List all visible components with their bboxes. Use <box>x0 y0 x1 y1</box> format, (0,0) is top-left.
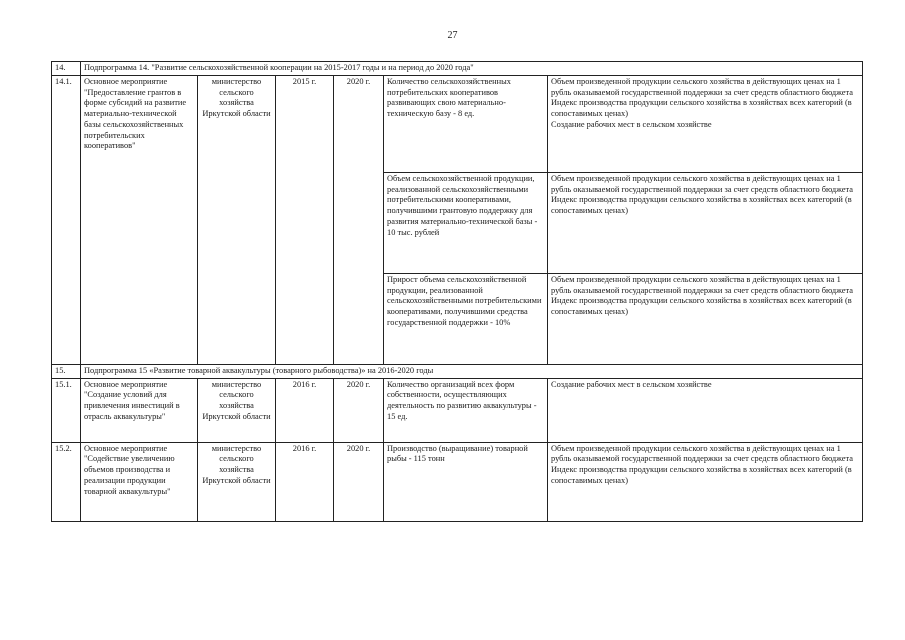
page-number: 27 <box>447 30 458 41</box>
activity-cell: Основное мероприятие "Создание условий для привлечения инвестиций в отрасль аквакультуры" <box>81 378 198 442</box>
end-year-cell: 2020 г. <box>334 75 384 364</box>
result-indicator-cell: Объем сельскохозяйственной продукции, реализованной сельскохозяйственными потребительскими кооперативами, получившими грантовую поддержку для развития материально-технической базы - 10 тыс. рублей <box>384 172 548 273</box>
result-indicator-cell: Количество организаций всех форм собственности, осуществляющих деятельность по развитию аквакультуры - 15 ед. <box>384 378 548 442</box>
item-number: 15.1. <box>52 378 81 442</box>
item-number: 14.1. <box>52 75 81 364</box>
table-row <box>52 442 863 521</box>
section-number: 15. <box>52 364 81 378</box>
activity-cell: Основное мероприятие "Предоставление грантов в форме субсидий на развитие материально-технической базы сельскохозяйственных потребительских кооперативов" <box>81 75 198 364</box>
result-indicator-cell: Производство (выращивание) товарной рыбы - 115 тонн <box>384 442 548 521</box>
table-row <box>52 75 863 172</box>
program-table <box>51 61 863 522</box>
executor-cell: министерство сельского хозяйства Иркутской области <box>198 378 276 442</box>
end-year-cell: 2020 г. <box>334 378 384 442</box>
activity-cell: Основное мероприятие "Содействие увеличению объемов производства и реализации продукции товарной аквакультуры" <box>81 442 198 521</box>
section-title: Подпрограмма 14. "Развитие сельскохозяйственной кооперации на 2015-2017 годы и на период до 2020 года" <box>81 62 863 76</box>
executor-cell: министерство сельского хозяйства Иркутской области <box>198 75 276 364</box>
target-indicator-cell: Объем произведенной продукции сельского хозяйства в действующих ценах на 1 рубль оказываемой государственной поддержки за счет средств областного бюджета Индекс производства продукции сельского хозяйства в хозяйствах всех категорий (в сопоставимых ценах) Создание рабочих мест в сельском хозяйстве <box>548 75 863 172</box>
start-year-cell: 2016 г. <box>276 378 334 442</box>
target-indicator-cell: Создание рабочих мест в сельском хозяйстве <box>548 378 863 442</box>
target-indicator-cell: Объем произведенной продукции сельского хозяйства в действующих ценах на 1 рубль оказываемой государственной поддержки за счет средств областного бюджета Индекс производства продукции сельского хозяйства в хозяйствах всех категорий (в сопоставимых ценах) <box>548 442 863 521</box>
start-year-cell: 2016 г. <box>276 442 334 521</box>
table-row <box>52 378 863 442</box>
section-title: Подпрограмма 15 «Развитие товарной аквакультуры (товарного рыбоводства)» на 2016-2020 годы <box>81 364 863 378</box>
target-indicator-cell: Объем произведенной продукции сельского хозяйства в действующих ценах на 1 рубль оказываемой государственной поддержки за счет средств областного бюджета Индекс производства продукции сельского хозяйства в хозяйствах всех категорий (в сопоставимых ценах) <box>548 273 863 364</box>
target-indicator-cell: Объем произведенной продукции сельского хозяйства в действующих ценах на 1 рубль оказываемой государственной поддержки за счет средств областного бюджета Индекс производства продукции сельского хозяйства в хозяйствах всех категорий (в сопоставимых ценах) <box>548 172 863 273</box>
end-year-cell: 2020 г. <box>334 442 384 521</box>
section-row <box>52 364 863 378</box>
item-number: 15.2. <box>52 442 81 521</box>
result-indicator-cell: Прирост объема сельскохозяйственной продукции, реализованной сельскохозяйственными потребительскими кооперативами, получившими средства государственной поддержки - 10% <box>384 273 548 364</box>
section-row <box>52 62 863 76</box>
section-number: 14. <box>52 62 81 76</box>
result-indicator-cell: Количество сельскохозяйственных потребительских кооперативов развивающих свою материально-техническую базу - 8 ед. <box>384 75 548 172</box>
start-year-cell: 2015 г. <box>276 75 334 364</box>
executor-cell: министерство сельского хозяйства Иркутской области <box>198 442 276 521</box>
